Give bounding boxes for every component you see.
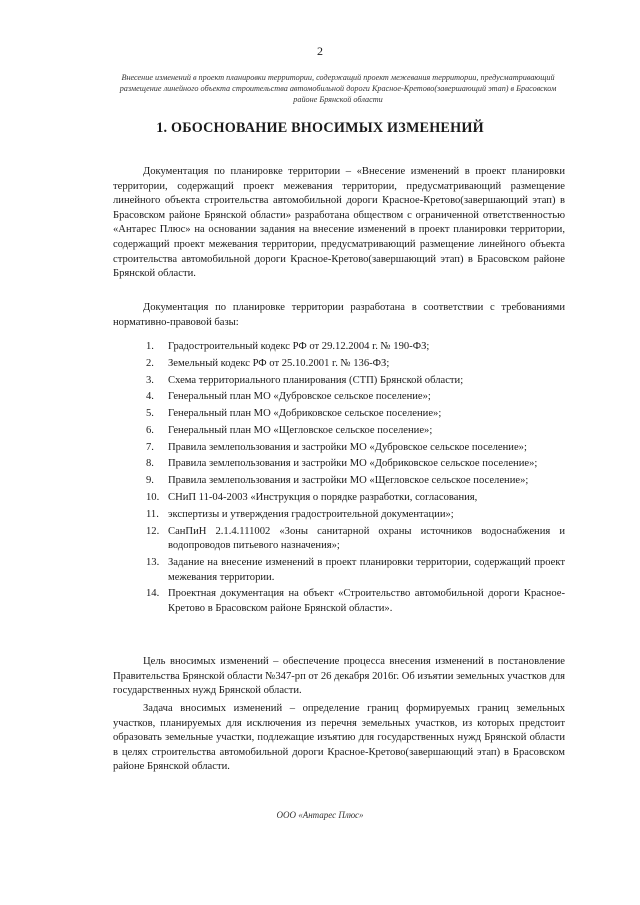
- list-item-number: 6.: [146, 424, 154, 436]
- paragraph-goal: [113, 655, 565, 699]
- list-item: [113, 587, 565, 616]
- list-item-number: 10.: [146, 492, 160, 504]
- list-item-text: Генеральный план МО «Щегловское сельское поселение»;: [168, 424, 433, 436]
- section-title: 1. ОБОСНОВАНИЕ ВНОСИМЫХ ИЗМЕНЕНИЙ: [156, 120, 484, 136]
- list-item-number: 14.: [146, 588, 160, 600]
- list-item-text: Схема территориального планирования (СТП) Брянской области;: [168, 374, 464, 386]
- list-item-number: 8.: [146, 458, 154, 470]
- paragraph-norms-intro: [113, 301, 565, 330]
- list-item: [113, 374, 565, 389]
- list-item-number: 12.: [146, 525, 160, 537]
- list-item-text: Генеральный план МО «Добриковское сельское поселение»;: [168, 408, 442, 420]
- list-item-number: 5.: [146, 408, 154, 420]
- list-item: [113, 508, 565, 523]
- list-item-text: Правила землепользования и застройки МО «Добриковское сельское поселение»;: [168, 458, 538, 470]
- list-item-text: Правила землепользования и застройки МО «Дубровское сельское поселение»;: [168, 441, 527, 453]
- paragraph-task: [113, 702, 565, 775]
- page-footer: ООО «Антарес Плюс»: [276, 810, 364, 820]
- list-item-text: Градостроительный кодекс РФ от 29.12.2004 г. № 190-ФЗ;: [168, 341, 430, 352]
- list-item: [113, 340, 565, 355]
- list-item: [113, 407, 565, 422]
- list-item: [113, 441, 565, 456]
- list-item-text: СНиП 11-04-2003 «Инструкция о порядке разработки, согласования,: [168, 492, 478, 504]
- list-item-text: Задание на внесение изменений в проект планировки территории, содержащий проект межевания территории.: [168, 556, 565, 583]
- paragraph-text: Задача вносимых изменений – определение границ формируемых границ земельных участков, планируемых для исключения из перечня земельных участков, из которых предстоит образовать земельные участки, подлежащие изъятию для государственных нужд Брянской области в целях строительства автомобильной дороги Красное-Кретово(завершающий этап) в Брасовском районе Брянской области.: [113, 703, 565, 773]
- list-item-text: Правила землепользования и застройки МО «Щегловское сельское поселение»;: [168, 475, 529, 487]
- paragraph-text: Цель вносимых изменений – обеспечение процесса внесения изменений в постановление Правительства Брянской области №347-рп от 26 декабря 2016г. Об изъятии земельных участков для государственных нужд Брянской области.: [113, 656, 565, 697]
- list-item: [113, 556, 565, 585]
- page-number: 2: [317, 44, 323, 58]
- paragraph-intro: [113, 165, 565, 282]
- list-item: [113, 357, 565, 372]
- list-item-number: 9.: [146, 475, 154, 487]
- paragraph-text: Документация по планировке территории – «Внесение изменений в проект планировки территории, содержащий проект межевания территории, предусматривающий размещение линейного объекта строительства автомобильной дороги Красное-Кретово(завершающий этап) в Брасовском районе Брянской области» разработана обществом с ограниченной ответственностью «Антарес Плюс» на основании задания на внесение изменений в проект планировки территории, содержащий проект межевания территории, предусматривающий размещение линейного объекта строительства автомобильной дороги Красное-Кретово(завершающий этап) в Брасовском районе Брянской области.: [113, 166, 565, 280]
- list-item-number: 4.: [146, 391, 154, 403]
- list-item: [113, 525, 565, 554]
- list-item: [113, 491, 565, 506]
- list-item-number: 1.: [146, 341, 154, 352]
- list-item-number: 13.: [146, 556, 160, 568]
- list-item: [113, 390, 565, 405]
- list-item-number: 7.: [146, 441, 154, 453]
- list-item-text: Земельный кодекс РФ от 25.10.2001 г. № 136-ФЗ;: [168, 357, 390, 369]
- list-item-number: 11.: [146, 508, 159, 520]
- list-item-text: Проектная документация на объект «Строительство автомобильной дороги Красное-Кретово в Брасовском районе Брянской области».: [168, 588, 565, 614]
- list-item-text: СанПиН 2.1.4.111002 «Зоны санитарной охраны источников водоснабжения и водопроводов питьевого назначения»;: [168, 525, 565, 552]
- list-item: [113, 457, 565, 472]
- running-header: Внесение изменений в проект планировки территории, содержащий проект межевания территории, предусматривающий размещение линейного объекта строительства автомобильной дороги Красное-Кретово(завершающий этап) в Брасовском районе Брянской области: [119, 73, 557, 104]
- paragraph-text: Документация по планировке территории разработана в соответствии с требованиями нормативно-правовой базы:: [113, 302, 565, 328]
- list-item-number: 3.: [146, 374, 154, 386]
- norms-list: [113, 340, 565, 619]
- list-item-number: 2.: [146, 357, 154, 369]
- list-item-text: экспертизы и утверждения градостроительной документации»;: [168, 508, 454, 520]
- list-item: [113, 474, 565, 489]
- list-item: [113, 424, 565, 439]
- list-item-text: Генеральный план МО «Дубровское сельское поселение»;: [168, 391, 431, 403]
